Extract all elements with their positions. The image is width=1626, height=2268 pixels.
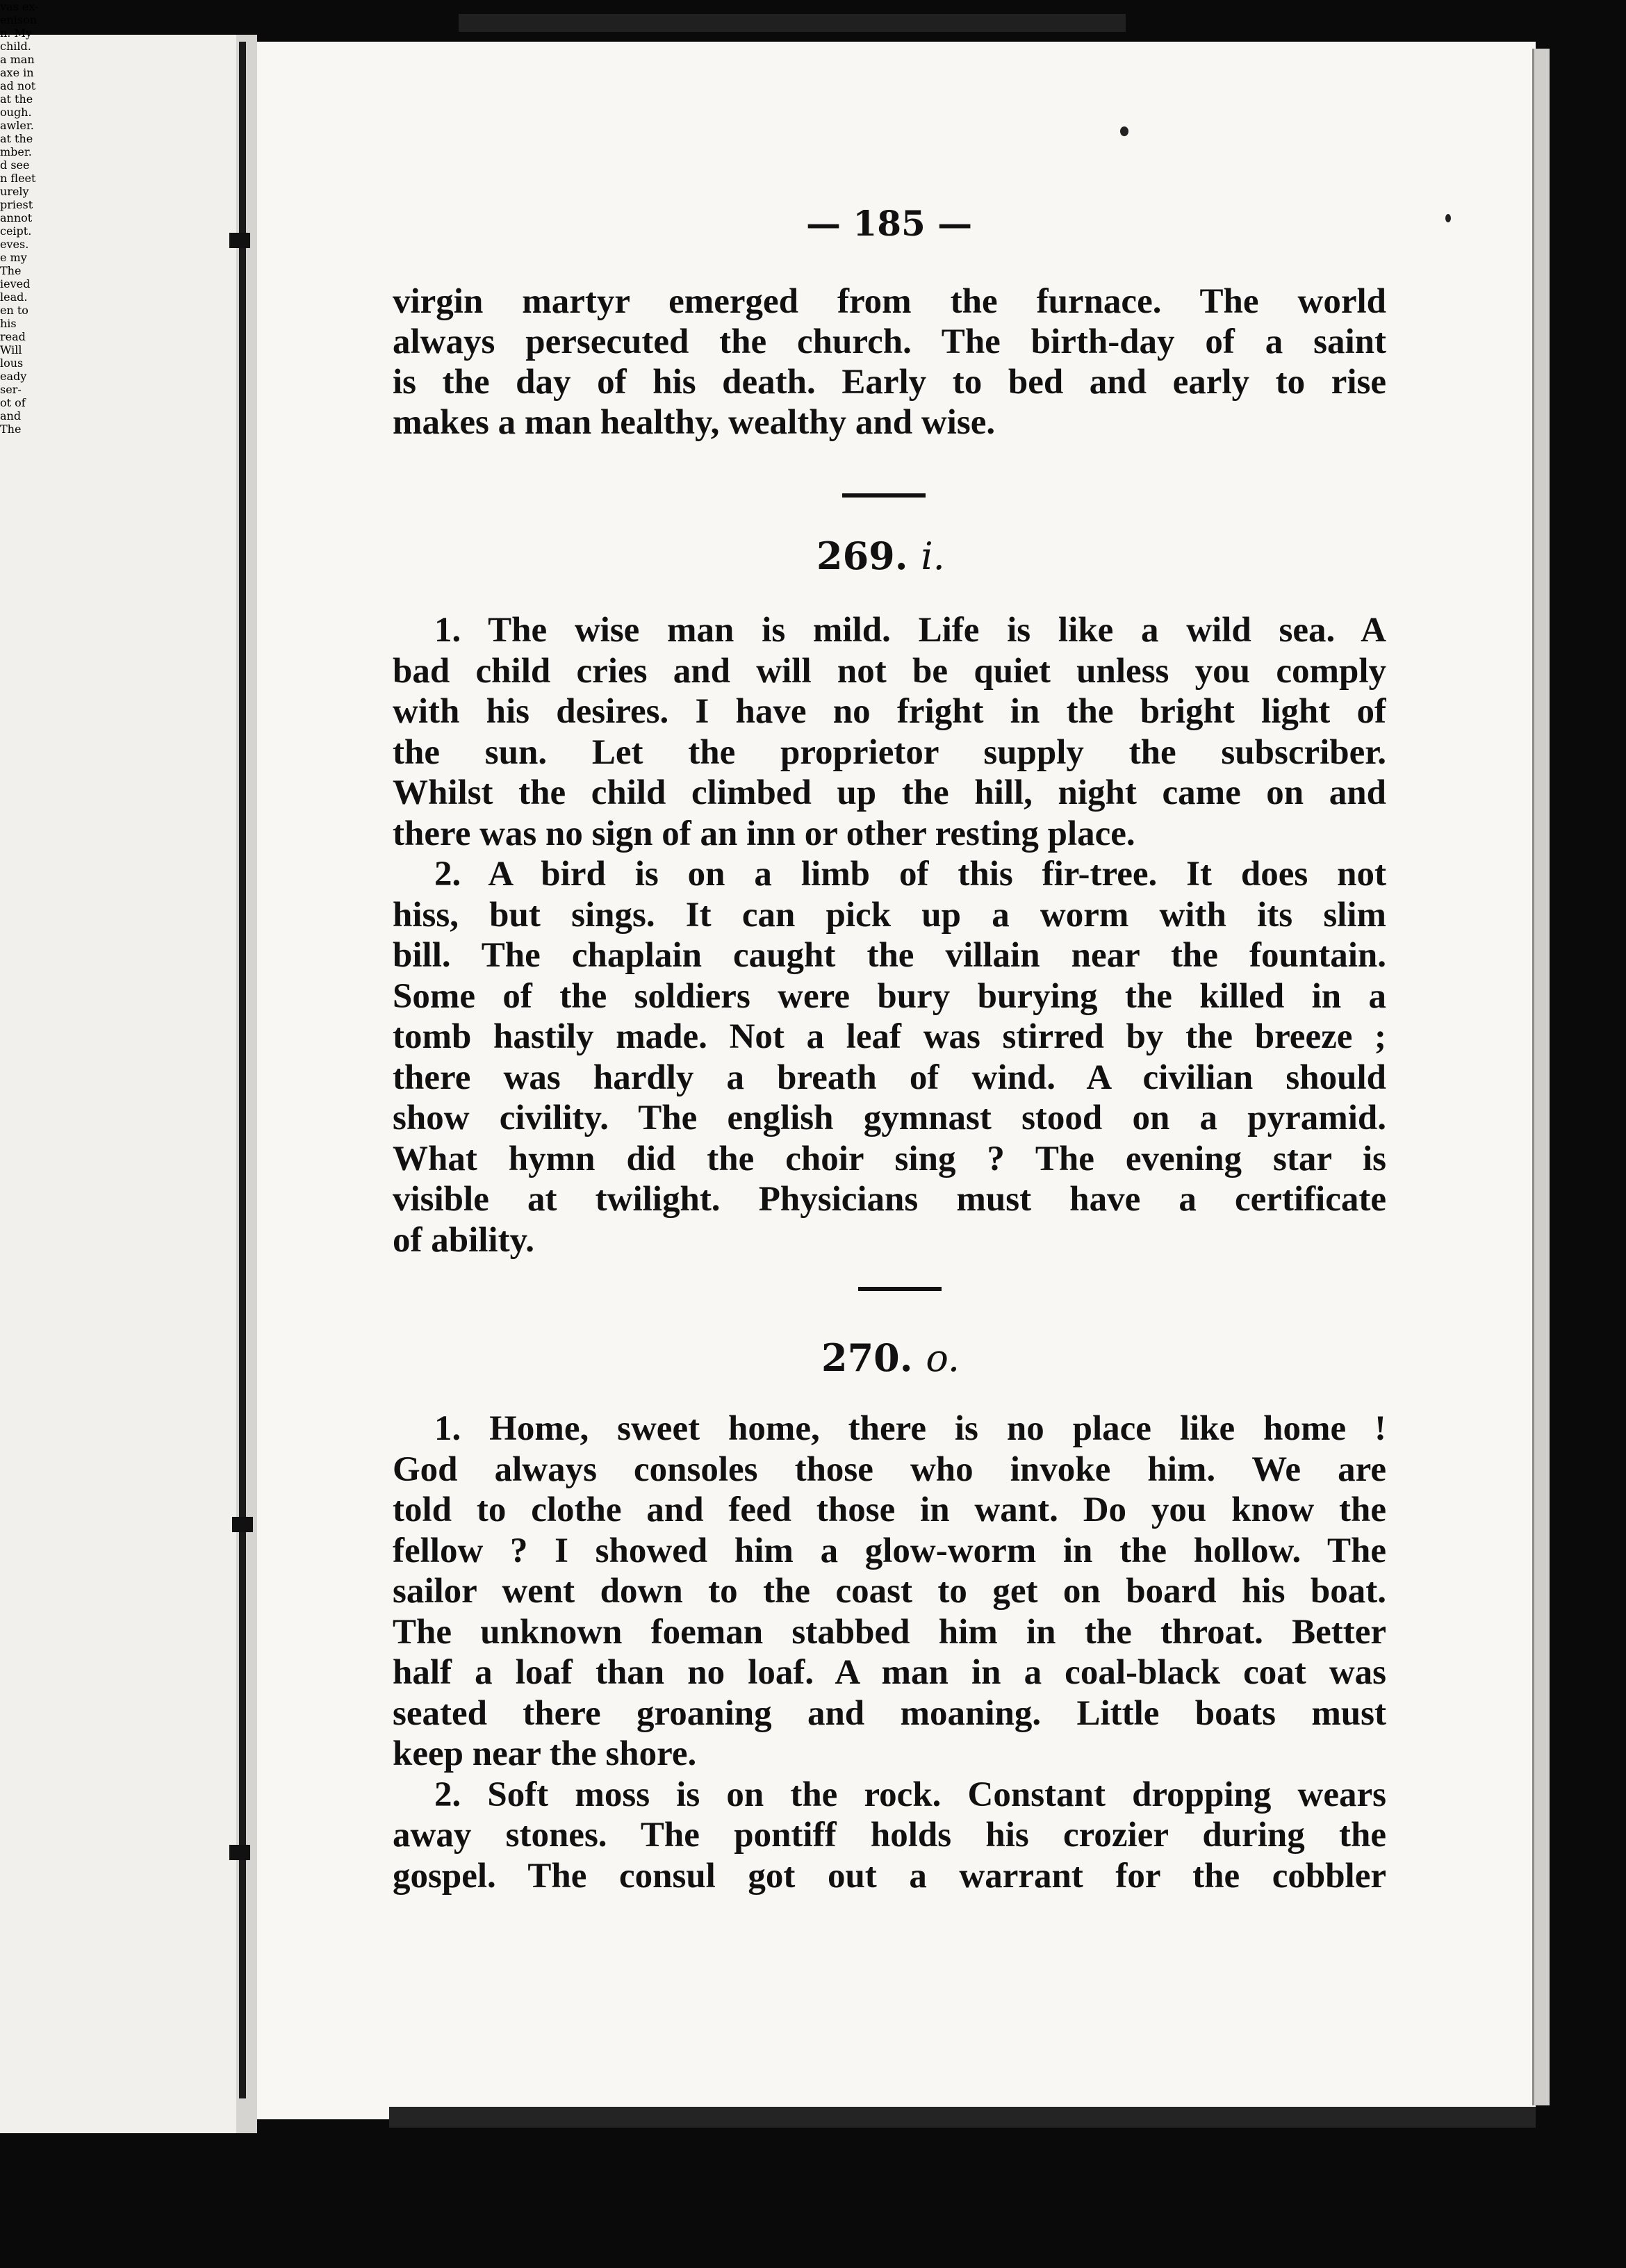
left-page-line: a man bbox=[0, 53, 35, 66]
text-line: sailor went down to the coast to get on board his boat. bbox=[393, 1572, 1386, 1611]
text-line: The unknown foeman stabbed him in the throat. Better bbox=[393, 1612, 1386, 1652]
left-page-line: eady bbox=[0, 370, 27, 383]
text-line: tomb hastily made. Not a leaf was stirred by the breeze ; bbox=[393, 1017, 1386, 1056]
left-page-line: lead. bbox=[0, 290, 28, 304]
left-page-line: read bbox=[0, 330, 26, 343]
text-line: seated there groaning and moaning. Little boats must bbox=[393, 1693, 1386, 1733]
left-page-line: enison bbox=[0, 13, 38, 26]
left-page-line: mber. bbox=[0, 145, 32, 158]
section-separator bbox=[842, 493, 926, 498]
text-line: told to clothe and feed those in want. Do you know the bbox=[393, 1490, 1386, 1529]
section-separator bbox=[858, 1287, 942, 1291]
left-page-line: n fleet bbox=[0, 172, 36, 185]
left-page-line: his bbox=[0, 317, 17, 330]
text-line: God always consoles those who invoke him. We are bbox=[393, 1449, 1386, 1489]
text-line: 2. A bird is on a limb of this fir-tree. It does not bbox=[434, 855, 1386, 894]
text-line: is the day of his death. Early to bed and early to rise bbox=[393, 363, 1386, 402]
text-line: bad child cries and will not be quiet unless you comply bbox=[393, 651, 1386, 691]
lesson-number: 269. bbox=[816, 534, 908, 578]
left-page-line: annot bbox=[0, 211, 33, 224]
text-line: bill. The chaplain caught the villain near the fountain. bbox=[393, 936, 1386, 975]
binding-thread bbox=[239, 42, 246, 2098]
text-line: gospel. The consul got out a warrant for the cobbler bbox=[393, 1856, 1386, 1896]
left-page-line: e my bbox=[0, 251, 27, 264]
left-page-line: ieved bbox=[0, 277, 31, 290]
binding-knot bbox=[229, 233, 250, 248]
text-line: visible at twilight. Physicians must have a certificate bbox=[393, 1180, 1386, 1219]
left-page-line: Will bbox=[0, 343, 22, 356]
left-page-line: awler. bbox=[0, 119, 34, 132]
left-page-line: ough. bbox=[0, 106, 32, 119]
left-page-line: ad not bbox=[0, 79, 36, 92]
left-page-line: priest bbox=[0, 198, 33, 211]
left-page-line: at the bbox=[0, 132, 33, 145]
left-page-line: at the bbox=[0, 92, 33, 106]
scan-top-strip bbox=[459, 14, 1126, 32]
left-page-line: urely bbox=[0, 185, 29, 198]
left-page-line: eves. bbox=[0, 238, 29, 251]
text-line: Whilst the child climbed up the hill, night came on and bbox=[393, 773, 1386, 812]
left-page-line: ser- bbox=[0, 383, 22, 396]
left-page-line: axe in bbox=[0, 66, 34, 79]
text-line: the sun. Let the proprietor supply the subscriber. bbox=[393, 732, 1386, 772]
left-page-line: and bbox=[0, 409, 22, 422]
binding-knot bbox=[232, 1517, 253, 1532]
left-page-line: The bbox=[0, 422, 22, 436]
scan-bottom-strip bbox=[389, 2107, 1536, 2128]
text-line: away stones. The pontiff holds his crozier during the bbox=[393, 1816, 1386, 1855]
lesson-number: 270. bbox=[821, 1336, 913, 1380]
text-line: there was no sign of an inn or other resting place. bbox=[393, 814, 1135, 853]
left-page-line: d see bbox=[0, 158, 30, 172]
ink-speck bbox=[1120, 126, 1128, 136]
left-page-line: ceipt. bbox=[0, 224, 32, 238]
lesson-letter: o. bbox=[926, 1336, 960, 1380]
text-line: makes a man healthy, wealthy and wise. bbox=[393, 403, 996, 442]
binding-knot bbox=[229, 1845, 250, 1860]
text-line: half a loaf than no loaf. A man in a coal-black coat was bbox=[393, 1653, 1386, 1692]
lesson-270-heading bbox=[821, 1336, 960, 1380]
left-page-line: n. My bbox=[0, 26, 32, 40]
text-line: 1. The wise man is mild. Life is like a wild sea. A bbox=[434, 611, 1386, 650]
left-page-line: vas ex- bbox=[0, 0, 39, 13]
ink-speck bbox=[1445, 214, 1451, 222]
text-line: What hymn did the choir sing ? The evening star is bbox=[393, 1139, 1386, 1178]
text-line: 2. Soft moss is on the rock. Constant dropping wears bbox=[434, 1775, 1386, 1814]
page-number: — 185 — bbox=[806, 203, 973, 244]
text-line: always persecuted the church. The birth-day of a saint bbox=[393, 322, 1386, 361]
left-page-line: en to bbox=[0, 304, 28, 317]
text-line: show civility. The english gymnast stood on a pyramid. bbox=[393, 1099, 1386, 1137]
left-page-line: child. bbox=[0, 40, 31, 53]
page-edge bbox=[1532, 49, 1550, 2105]
text-line: 1. Home, sweet home, there is no place like home ! bbox=[434, 1409, 1386, 1448]
text-line: virgin martyr emerged from the furnace. The world bbox=[393, 282, 1386, 321]
text-line: hiss, but sings. It can pick up a worm with its slim bbox=[393, 895, 1386, 935]
left-page-text bbox=[0, 0, 229, 2268]
text-line: fellow ? I showed him a glow-worm in the hollow. The bbox=[393, 1531, 1386, 1570]
left-page-line: The bbox=[0, 264, 22, 277]
lesson-269-heading bbox=[816, 534, 945, 578]
text-line: Some of the soldiers were bury burying the killed in a bbox=[393, 976, 1386, 1016]
lesson-letter: i. bbox=[921, 534, 945, 578]
left-page-line: ot of bbox=[0, 396, 26, 409]
text-line: there was hardly a breath of wind. A civilian should bbox=[393, 1058, 1386, 1097]
text-line: of ability. bbox=[393, 1220, 535, 1260]
left-page-line: lous bbox=[0, 356, 24, 370]
text-line: keep near the shore. bbox=[393, 1734, 697, 1773]
text-line: with his desires. I have no fright in the bright light of bbox=[393, 692, 1386, 731]
